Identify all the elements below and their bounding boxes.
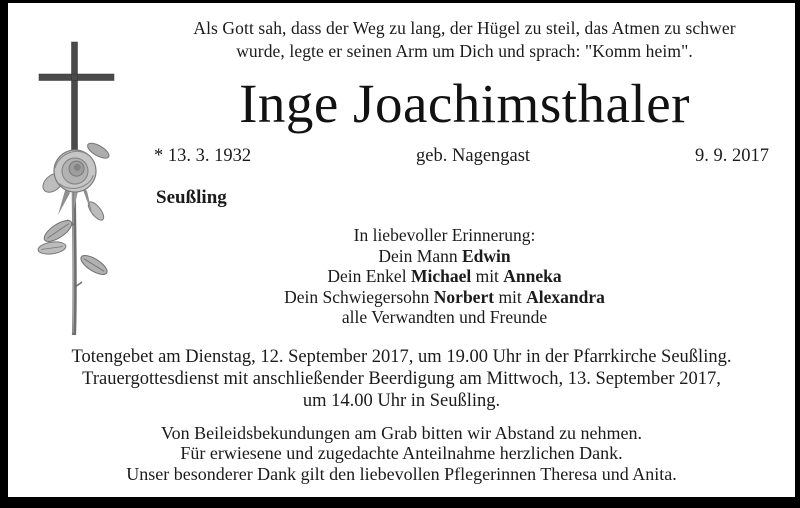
dates-row <box>146 144 783 168</box>
birth-date: * 13. 3. 1932 <box>154 146 252 166</box>
closing-notes <box>8 423 795 485</box>
opening-verse <box>146 17 783 63</box>
cross-rose-illustration <box>8 29 168 359</box>
cross-rose-svg <box>8 29 168 359</box>
rose-leaf <box>41 217 75 246</box>
mourner-text: Dein Mann <box>378 245 462 266</box>
schedule-line: Trauergottesdienst mit anschließender Beerdigung am Mittwoch, 13. September 2017, <box>82 368 721 389</box>
death-date: 9. 9. 2017 <box>695 146 769 166</box>
residence: Seußling <box>156 187 227 208</box>
rose-icon <box>33 137 118 335</box>
cross-icon <box>39 42 114 168</box>
closing-line: Unser besonderer Dank gilt den liebevollen Pflegerinnen Theresa und Anita. <box>126 463 677 484</box>
rose-leaf <box>86 199 107 222</box>
mourner-name: Norbert <box>433 286 495 307</box>
notice-content <box>8 17 795 508</box>
schedule-line: um 14.00 Uhr in Seußling. <box>302 390 501 411</box>
mourner-line <box>146 266 743 287</box>
main-column <box>146 17 783 328</box>
mourner-name: Michael <box>410 266 472 286</box>
service-schedule <box>8 346 795 412</box>
mourners-outro: alle Verwandten und Freunde <box>341 307 548 327</box>
mourner-line <box>146 246 743 267</box>
mourner-text: mit <box>494 286 527 307</box>
rose-leaf <box>37 240 66 255</box>
rose-leaf <box>78 252 110 278</box>
mourner-line <box>146 287 743 308</box>
mourner-name: Anneka <box>503 266 562 286</box>
mourner-text: mit <box>471 266 504 286</box>
maiden-name: geb. Nagengast <box>416 146 531 166</box>
mourners-block <box>146 225 783 328</box>
rose-bloom <box>33 137 118 200</box>
deceased-name: Inge Joachimsthaler <box>239 73 690 134</box>
mourner-name: Edwin <box>461 245 511 266</box>
mourners-intro: In liebevoller Erinnerung: <box>353 225 536 245</box>
mourner-text: Dein Enkel <box>327 266 411 286</box>
schedule-line: Totengebet am Dienstag, 12. September 2017, um 19.00 Uhr in der Pfarrkirche Seußling. <box>71 346 732 367</box>
closing-line: Von Beileidsbekundungen am Grab bitten wir Abstand zu nehmen. <box>160 422 643 443</box>
mourner-name: Alexandra <box>526 286 605 307</box>
verse-line: wurde, legte er seinen Arm um Dich und sprach: "Komm heim". <box>236 41 693 61</box>
closing-line: Für erwiesene und zugedachte Anteilnahme herzlichen Dank. <box>180 443 623 463</box>
verse-line: Als Gott sah, dass der Weg zu lang, der Hügel zu steil, das Atmen zu schwer <box>193 18 736 38</box>
mourner-text: Dein Schwiegersohn <box>284 286 434 307</box>
